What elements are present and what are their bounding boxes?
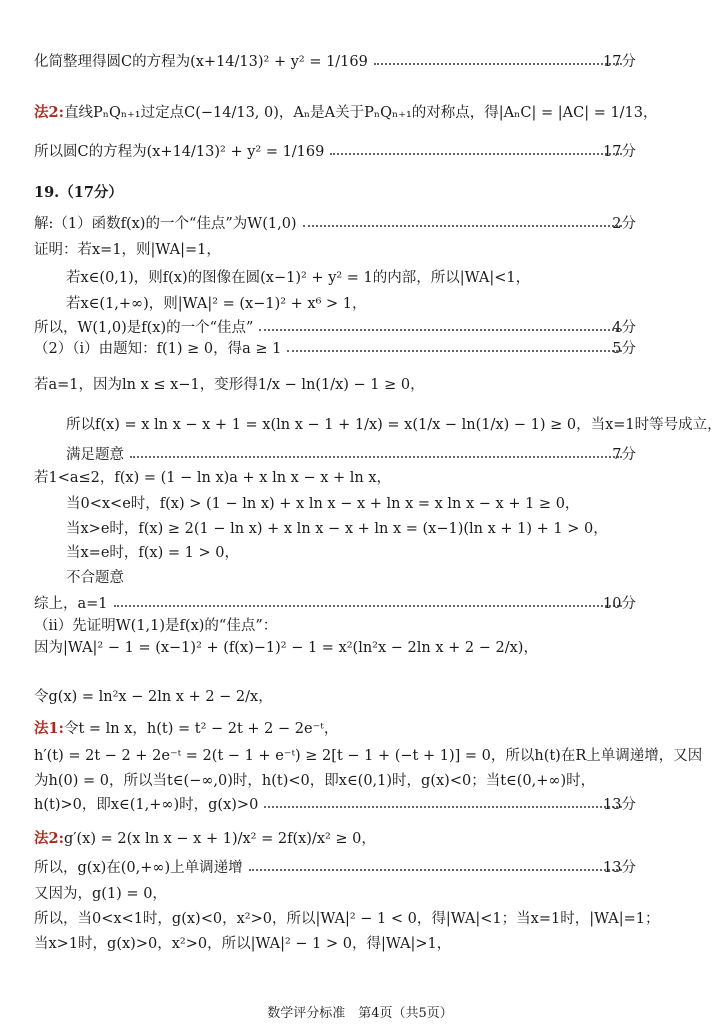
line-text: h(t)>0，即x∈(1,+∞)时，g(x)>0 <box>34 797 259 813</box>
line-text: h′(t) = 2t − 2 + 2e⁻ᵗ = 2(t − 1 + e⁻ᵗ) ≥ 2[t − 1 + (−t + 1)] = 0，所以h(t)在R上单调递增，又因 <box>34 748 703 764</box>
line-text: 证明：若x=1，则|WA|=1， <box>34 242 221 258</box>
text-line <box>34 373 628 394</box>
text-line <box>34 238 628 259</box>
line-text: 化简整理得圆C的方程为(x+14/13)² + y² = 1/169 <box>34 54 368 70</box>
text-line <box>66 492 628 513</box>
text-line <box>34 614 628 635</box>
text-line <box>34 316 628 337</box>
dotted-leader <box>114 605 622 607</box>
text-line <box>34 50 628 71</box>
line-text: 19.（17分） <box>34 184 123 201</box>
score-label: 2分 <box>612 216 636 232</box>
line-text: 直线PₙQₙ₊₁过定点C(−14/13, 0)，Aₙ是A关于PₙQₙ₊₁的对称点，得|AₙC| = |AC| = 1/13， <box>63 105 658 121</box>
line-text: 若1<a≤2，f(x) = (1 − ln x)a + x ln x − x + ln x， <box>34 470 392 486</box>
text-line <box>34 932 628 953</box>
score-label: 7分 <box>612 447 636 463</box>
text-line <box>34 181 628 202</box>
line-text: 解:（1）函数f(x)的一个“佳点”为W(1,0) <box>34 216 297 232</box>
line-text: 满足题意 <box>66 447 124 463</box>
method-label: 法2: <box>34 104 64 121</box>
text-line <box>66 541 628 562</box>
line-text: 所以，W(1,0)是f(x)的一个“佳点” <box>34 320 254 336</box>
line-text: 所以圆C的方程为(x+14/13)² + y² = 1/169 <box>34 144 325 160</box>
line-text: 若x∈(1,+∞)，则|WA|² = (x−1)² + x⁶ > 1， <box>66 296 367 312</box>
text-line <box>34 882 628 903</box>
text-line <box>66 266 628 287</box>
line-text: 综上，a=1 <box>34 596 108 612</box>
text-line <box>34 685 628 706</box>
score-label: 17分 <box>603 54 636 70</box>
line-text: 当x>1时，g(x)>0，x²>0，所以|WA|² − 1 > 0，得|WA|>1， <box>34 936 452 952</box>
text-line <box>66 443 628 464</box>
text-line <box>34 212 628 233</box>
line-text: 令t = ln x，h(t) = t² − 2t + 2 − 2e⁻ᵗ， <box>63 721 339 737</box>
score-label: 5分 <box>612 341 636 357</box>
line-text: 又因为，g(1) = 0， <box>34 886 167 902</box>
line-text: g′(x) = 2(x ln x − x + 1)/x² = 2f(x)/x² ≥ 0， <box>63 831 376 847</box>
line-text: 当x=e时，f(x) = 1 > 0， <box>66 545 239 561</box>
text-line <box>34 337 628 358</box>
text-line <box>34 466 628 487</box>
score-label: 4分 <box>612 320 636 336</box>
score-label: 10分 <box>603 596 636 612</box>
text-line <box>66 566 628 587</box>
text-line <box>34 101 658 122</box>
text-line <box>66 292 628 313</box>
line-text: （ii）先证明W(1,1)是f(x)的“佳点”： <box>34 618 278 634</box>
method-label: 法1: <box>34 720 64 737</box>
text-line <box>34 907 660 928</box>
line-text: 为h(0) = 0，所以当t∈(−∞,0)时，h(t)<0，即x∈(0,1)时，g(x)<0；当t∈(0,+∞)时， <box>34 773 596 789</box>
line-text: 当0<x<e时，f(x) > (1 − ln x) + x ln x − x + ln x = x ln x − x + 1 ≥ 0， <box>66 496 580 512</box>
dotted-leader <box>249 869 622 871</box>
text-line <box>34 744 703 765</box>
dotted-leader <box>264 806 622 808</box>
text-line <box>34 856 628 877</box>
text-line <box>66 413 722 434</box>
dotted-leader <box>130 456 622 458</box>
line-text: 若x∈(0,1)，则f(x)的图像在圆(x−1)² + y² = 1的内部，所以|WA|<1， <box>66 270 531 286</box>
dotted-leader <box>330 153 622 155</box>
line-text: 因为|WA|² − 1 = (x−1)² + (f(x)−1)² − 1 = x²(ln²x − 2ln x + 2 − 2/x)， <box>34 640 538 656</box>
text-line <box>34 827 628 848</box>
text-line <box>34 592 628 613</box>
dotted-leader <box>303 225 622 227</box>
text-line <box>34 769 628 790</box>
score-label: 13分 <box>603 860 636 876</box>
line-text: 不合题意 <box>66 570 124 586</box>
text-line <box>34 140 628 161</box>
dotted-leader <box>259 329 622 331</box>
line-text: 所以f(x) = x ln x − x + 1 = x(ln x − 1 + 1/x) = x(1/x − ln(1/x) − 1) ≥ 0，当x=1时等号成立， <box>66 417 722 433</box>
line-text: 所以，g(x)在(0,+∞)上单调递增 <box>34 860 243 876</box>
dotted-leader <box>287 350 622 352</box>
score-label: 17分 <box>603 144 636 160</box>
text-line <box>34 717 628 738</box>
text-line <box>34 636 628 657</box>
text-line <box>34 793 628 814</box>
method-label: 法2: <box>34 830 64 847</box>
line-text: 当x>e时，f(x) ≥ 2(1 − ln x) + x ln x − x + ln x = (x−1)(ln x + 1) + 1 > 0， <box>66 521 608 537</box>
line-text: 所以，当0<x<1时，g(x)<0，x²>0，所以|WA|² − 1 < 0，得|WA|<1；当x=1时，|WA|=1； <box>34 911 660 927</box>
line-text: 令g(x) = ln²x − 2ln x + 2 − 2/x， <box>34 689 273 705</box>
line-text: （2）（i）由题知：f(1) ≥ 0，得a ≥ 1 <box>34 341 282 357</box>
dotted-leader <box>374 63 622 65</box>
line-text: 若a=1，因为ln x ≤ x−1，变形得1/x − ln(1/x) − 1 ≥ 0， <box>34 377 425 393</box>
page-footer: 数学评分标准 第4页（共5页） <box>267 1006 453 1021</box>
text-line <box>66 517 628 538</box>
score-label: 13分 <box>603 797 636 813</box>
